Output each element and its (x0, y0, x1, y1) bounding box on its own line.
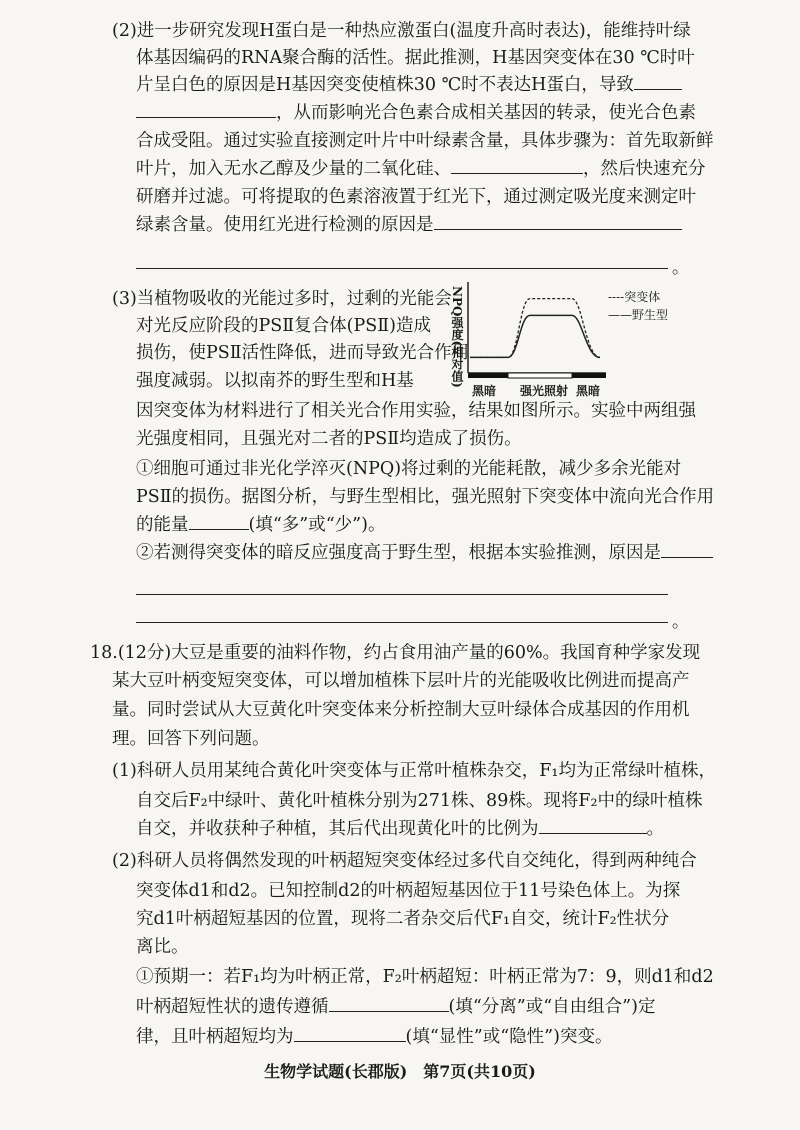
q17-3-line-7: ①细胞可通过非光化学淬灭(NPQ)将过剩的光能耗散，减少多余光能对 (136, 459, 682, 479)
q17-3-line-2: 对光反应阶段的PSⅡ复合体(PSⅡ)造成 (136, 316, 431, 336)
q17-3-line-10: ②若测得突变体的暗反应强度高于野生型，根据本实验推测，原因是 (136, 540, 800, 567)
legend-mutant: ----突变体 (608, 290, 661, 304)
q18-line-2: 某大豆叶柄变短突变体，可以增加植株下层叶片的光能吸收比例进而提高产 (112, 671, 690, 691)
q17-3-line-9: 的能量 (填“多”或“少”)。 (136, 512, 800, 539)
answer-line[interactable] (136, 594, 668, 595)
q17-2-line-2: 体基因编码的RNA聚合酶的活性。据此推测，H基因突变体在30 ℃时叶 (136, 48, 695, 68)
end-mark: 。 (672, 612, 689, 632)
q18-2-line-7: 律，且叶柄超短均为 (填“显性”或“隐性”)突变。 (136, 1024, 800, 1051)
q18-1-line-2: 自交后F₂中绿叶、黄化叶植株分别为271株、89株。现将F₂中的绿叶植株 (136, 791, 703, 811)
q17-2-line-4: ，从而影响光合色素合成相关基因的转录，使光合色素 (136, 100, 800, 127)
y-axis-label: NPQ强度(相对值) (450, 286, 464, 388)
answer-blank[interactable] (294, 1024, 406, 1042)
q17-2-line-3: 片呈白色的原因是H基因突变使植株30 ℃时不表达H蛋白，导致 (136, 72, 800, 99)
x-label-dark-2: 黑暗 (576, 384, 601, 398)
q17-3-line-6: 光强度相同，且强光对二者的PSⅡ均造成了损伤。 (136, 429, 522, 449)
answer-blank[interactable] (661, 540, 713, 558)
q17-2-line-5: 合成受阻。通过实验直接测定叶片中叶绿素含量，具体步骤为：首先取新鲜 (136, 131, 714, 151)
q17-3-line-4: 强度减弱。以拟南芥的野生型和H基 (136, 371, 414, 391)
phase-bar-dark-1 (468, 373, 508, 378)
answer-line[interactable] (136, 622, 668, 623)
phase-bar-dark-2 (572, 373, 606, 378)
answer-blank[interactable] (136, 100, 276, 118)
q18-2-line-3: 究d1叶柄超短基因的位置，现将二者杂交后代F₁自交，统计F₂性状分 (136, 909, 670, 929)
q17-2-line-7: 研磨并过滤。可将提取的色素溶液置于红光下，通过测定吸光度来测定叶 (136, 187, 696, 207)
x-label-dark-1: 黑暗 (472, 384, 497, 398)
q18-2-line-6: 叶柄超短性状的遗传遵循 (填“分离”或“自由组合”)定 (136, 994, 800, 1021)
q18-1-line-3: 自交，并收获种子种植，其后代出现黄化叶的比例为 。 (136, 816, 800, 843)
answer-blank[interactable] (434, 212, 682, 230)
phase-bar-light (508, 373, 572, 378)
q17-2-line-8: 绿素含量。使用红光进行检测的原因是 (136, 212, 800, 239)
q17-3-line-8: PSⅡ的损伤。据图分析，与野生型相比，强光照射下突变体中流向光合作用 (136, 487, 715, 507)
q18-2-line-5: ①预期一：若F₁均为叶柄正常，F₂叶柄超短：叶柄正常为7：9，则d1和d2 (136, 967, 714, 987)
q18-line-1: 18.(12分)大豆是重要的油料作物，约占食用油产量的60%。我国育种学家发现 (90, 643, 701, 663)
q17-3-line-3: 损伤，使PSⅡ活性降低，进而导致光合作用 (136, 343, 470, 363)
x-label-light: 强光照射 (520, 384, 569, 398)
q18-line-4: 理。回答下列问题。 (112, 729, 270, 749)
q18-2-line-4: 离比。 (136, 937, 189, 957)
q18-2-line-2: 突变体d1和d2。已知控制d2的叶柄超短基因位于11号染色体上。为探 (136, 881, 681, 901)
q18-2-line-1: (2)科研人员将偶然发现的叶柄超短突变体经过多代自交纯化，得到两种纯合 (112, 851, 697, 871)
npq-chart (448, 280, 693, 402)
q17-2-line-1: (2)进一步研究发现H蛋白是一种热应激蛋白(温度升高时表达)，能维持叶绿 (112, 21, 691, 41)
legend-wild-type: ——野生型 (608, 308, 669, 322)
q17-2-line-6: 叶片，加入无水乙醇及少量的二氧化硅、 ，然后快速充分 (136, 156, 800, 183)
answer-blank[interactable] (189, 512, 249, 530)
wild-type-series-line (470, 315, 600, 357)
q17-3-line-1: (3)当植物吸收的光能过多时，过剩的光能会 (112, 289, 452, 309)
q18-line-3: 量。同时尝试从大豆黄化叶突变体来分析控制大豆叶绿体合成基因的作用机 (112, 700, 690, 720)
page-footer: 生物学试题(长郡版) 第7页(共10页) (264, 1062, 536, 1081)
answer-blank[interactable] (634, 72, 682, 90)
end-mark: 。 (672, 258, 689, 278)
answer-blank[interactable] (451, 156, 583, 174)
answer-blank[interactable] (539, 816, 647, 834)
q17-3-line-5: 因突变体为材料进行了相关光合作用实验，结果如图所示。实验中两组强 (136, 401, 696, 421)
q18-1-line-1: (1)科研人员用某纯合黄化叶突变体与正常叶植株杂交，F₁均为正常绿叶植株， (112, 761, 716, 781)
answer-blank[interactable] (329, 994, 449, 1012)
answer-line[interactable] (136, 268, 668, 269)
